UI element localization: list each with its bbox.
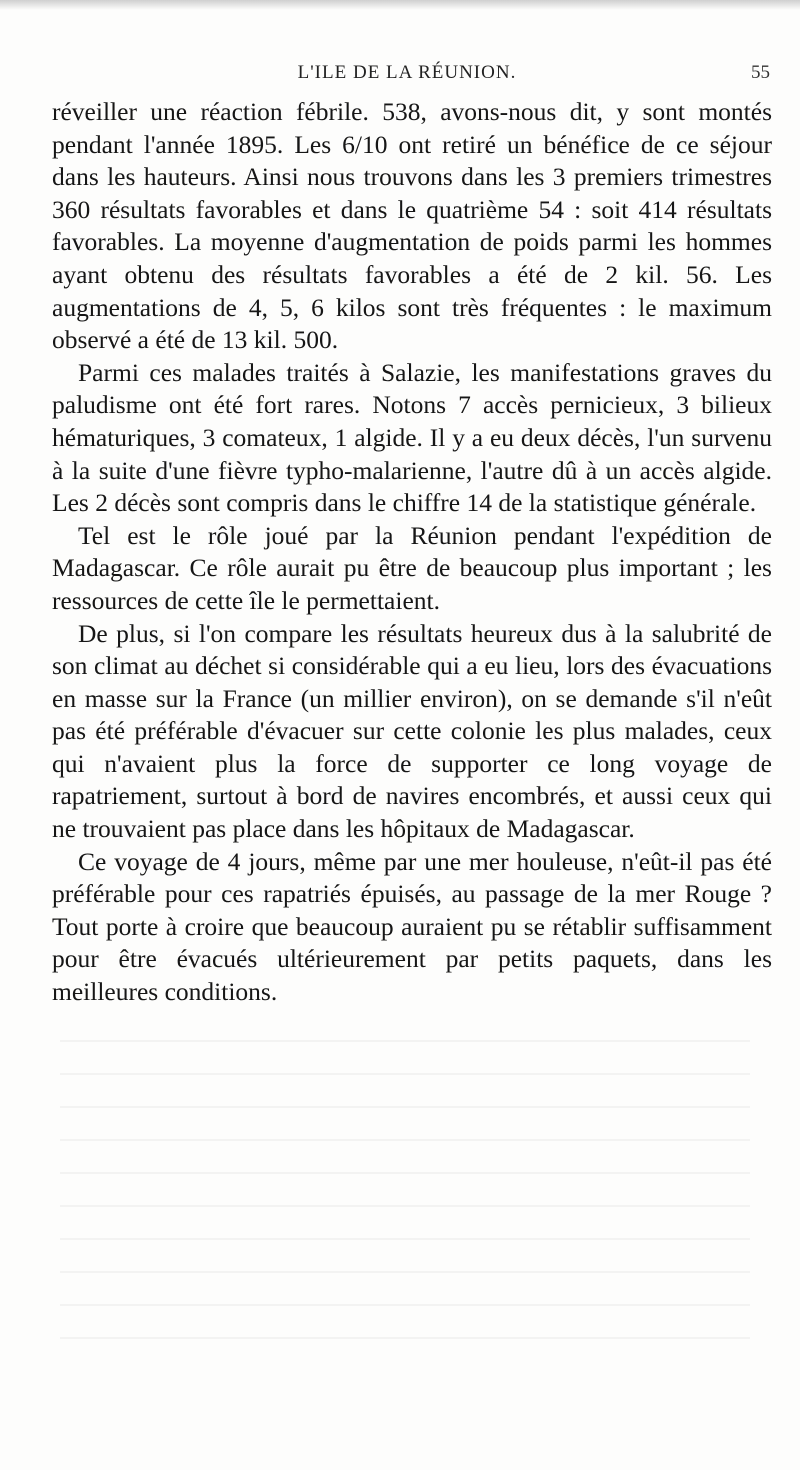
paragraph-salazie: Parmi ces malades traités à Salazie, les manifestations graves du paludisme ont été fort rares. Notons 7 accès pernicieux, 3 bilieux hématuriques, 3 comateux, 1 algide. Il y a eu deux décès, l'un survenu à la suite d'une fièvre typho-malarienne, l'autre dû à un accès algide. Les 2 décès sont compris dans le chiffre 14 de la statistique générale. — [52, 357, 772, 518]
paragraph-continuation: réveiller une réaction fébrile. 538, avons-nous dit, y sont montés pendant l'année 1895. Les 6/10 ont retiré un bénéfice de ce séjour dans les hauteurs. Ainsi nous trouvons dans les 3 premiers trimestres 360 résultats favorables et dans le quatrième 54 : soit 414 résultats favorables. La moyenne d'augmentation de poids parmi les hommes ayant obtenu des résultats favorables a été de 2 kil. 56. Les augmentations de 4, 5, 6 kilos sont très fréquentes : le maximum observé a été de 13 kil. 500. — [52, 97, 772, 355]
running-title: L'ILE DE LA RÉUNION. — [297, 62, 517, 83]
paragraph-voyage: Ce voyage de 4 jours, même par une mer houleuse, n'eût-il pas été préférable pour ces rapatriés épuisés, au passage de la mer Rouge ? Tout porte à croire que beaucoup auraient pu se rétablir suffisamment pour être évacués ultérieurement par petits paquets, dans les meilleures conditions. — [52, 846, 772, 1007]
paragraph-evacuations: De plus, si l'on compare les résultats heureux dus à la salubrité de son climat au déchet si considérable qui a eu lieu, lors des évacuations en masse sur la France (un millier environ), on se demande s'il n'eût pas été préférable d'évacuer sur cette colonie les plus malades, ceux qui n'avaient plus la force de supporter ce long voyage de rapatriement, surtout à bord de navires encombrés, et aussi ceux qui ne trouvaient pas place dans les hôpitaux de Madagascar. — [52, 618, 772, 844]
page-edge-shadow — [0, 0, 800, 10]
paragraph-role-reunion: Tel est le rôle joué par la Réunion pendant l'expédition de Madagascar. Ce rôle aurait pu être de beaucoup plus important ; les ressources de cette île le permettaient. — [52, 520, 772, 615]
reverse-side-bleed-through — [60, 1040, 750, 1360]
body-text — [52, 96, 772, 1009]
page-header — [44, 58, 770, 88]
page-number: 55 — [751, 62, 770, 83]
